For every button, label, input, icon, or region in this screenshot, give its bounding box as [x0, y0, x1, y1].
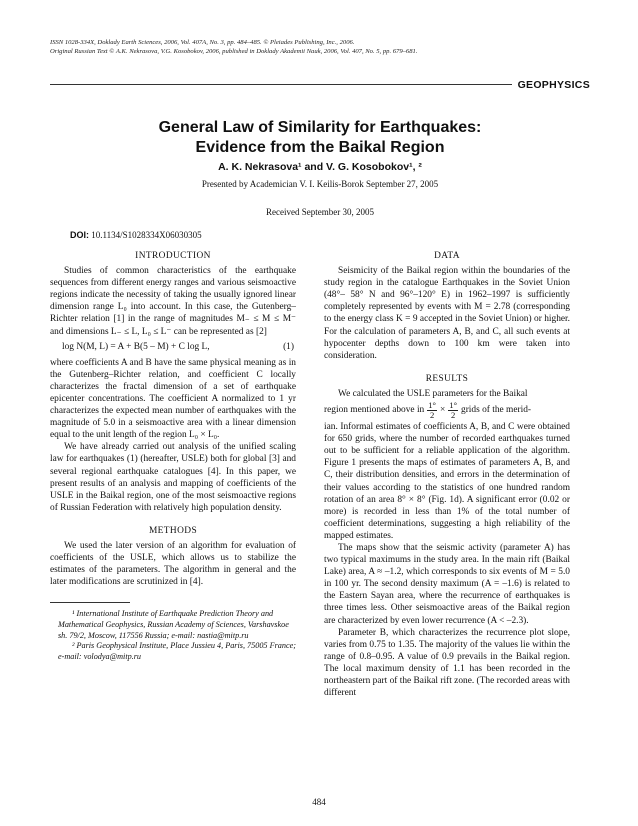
header-line-1: ISSN 1028-334X, Doklady Earth Sciences, 2006, Vol. 407A, No. 3, pp. 484–485. © Pleiades Publishing, Inc., 2006. [50, 39, 355, 46]
fraction-2-numerator: 1° [449, 400, 457, 411]
footnote-affiliation-2: ² Paris Geophysical Institute, Place Jussieu 4, Paris, 75005 France; e-mail: volodya@mitp.ru [58, 641, 296, 661]
section-bar [50, 78, 590, 92]
article-title [50, 118, 590, 158]
left-column [50, 250, 296, 662]
footnote-affiliation-1: ¹ International Institute of Earthquake Prediction Theory and Mathematical Geophysics, Russian Academy of Sciences, Varshavskoe sh. 79/2, Moscow, 117556 Russia; e-mail: nastia@mitp.ru [58, 609, 289, 640]
fraction-1-denominator: 2 [429, 410, 435, 421]
fraction-1-numerator: 1° [428, 400, 436, 411]
data-heading: DATA [434, 251, 460, 261]
journal-header [50, 38, 590, 56]
doi-line [70, 229, 370, 241]
right-column [324, 250, 570, 699]
results-heading: RESULTS [425, 373, 469, 384]
footnote-rule [50, 602, 130, 603]
header-line-2: Original Russian Text © A.K. Nekrasova, V.G. Kosobokov, 2006, published in Doklady Akademii Nauk, 2006, Vol. 407, No. 5, pp. 679–681. [50, 48, 418, 55]
grid-size-prefix: region mentioned above in [324, 405, 425, 416]
fraction-2 [448, 401, 458, 420]
times-sign: × [439, 405, 446, 416]
results-paragraph-1-rest: ian. Informal estimates of coefficients A, B, and C were obtained for 650 grids, where the number of recorded earthquakes turned out to be sufficient for a reliable application of the algorithm. Figure 1 presents the maps of estimates of parameters A, B, and C, their distribution densities, and errors in the determination of their values according to the statistics of one hundred random rotation of an area 8° × 8° (Fig. 1d). A significant error (0.02 or more) is recorded in less than 1% of the total number of coefficient determinations, suggesting a high reliability of the mapped estimates. [324, 422, 570, 541]
equation-text: log N(M, L) = A + B(5 – M) + C log L, [62, 341, 210, 352]
section-rule [50, 84, 590, 85]
methods-heading: METHODS [148, 525, 198, 536]
intro-paragraph-2: where coefficients A and B have the same physical meaning as in the Gutenberg–Richter relation, and coefficient C locally characterizes the fractal dimension of a set of earthquake epicenter concentrations. The coefficient A normalized to 1 yr characterizes the expected mean number of earthquakes with the magnitude of 5.0 in a seismoactive area with a linear dimension equal to the unit length of the region L₀ × L₀. [50, 357, 296, 441]
fraction-2-denominator: 2 [450, 410, 456, 421]
methods-paragraph-1: We used the later version of an algorithm for evaluation of coefficients of the USLE, which allows us to stabilize the estimates of the parameters. The algorithm in general and the later modifications are scrutinized in [4]. [50, 540, 296, 588]
grid-size-line [324, 401, 570, 420]
page-number: 484 [312, 797, 326, 807]
doi-link[interactable]: 10.1134/S1028334X06030305 [91, 230, 202, 240]
received-date: Received September 30, 2005 [266, 207, 374, 217]
results-paragraph-3: Parameter B, which characterizes the recurrence plot slope, varies from 0.75 to 1.35. The majority of the values lie within the range of 0.8–0.95. A value of 0.9 prevails in the Baikal region. The local maximum density of 1.1 has been recorded in the northeastern part of the Baikal rift zone. (The recorded areas with different [324, 627, 570, 699]
equation-number: (1) [283, 341, 294, 352]
authors: A. K. Nekrasova¹ and V. G. Kosobokov¹, ² [218, 161, 422, 173]
results-paragraph-1-start: We calculated the USLE parameters for the Baikal [338, 388, 528, 399]
results-paragraph-2: The maps show that the seismic activity (parameter A) has two typical maximums in the study area. In the main rift (Baikal Lake) area, A ≈ –1.2, which corresponds to six events of M = 5.0 in 100 yr. The second density maximum (A = –1.6) is related to the Eastern Sayan area, where the recurrence of earthquakes is three times less. Other seismoactive areas of the Baikal region are characterized by even lower recurrence (A < –2.3). [324, 542, 570, 626]
introduction-heading: INTRODUCTION [135, 251, 211, 261]
equation-1 [50, 341, 296, 354]
fraction-1 [427, 401, 437, 420]
doi-label: DOI: [70, 230, 89, 240]
title-line-2: Evidence from the Baikal Region [195, 139, 445, 156]
section-label: GEOPHYSICS [512, 78, 590, 92]
intro-paragraph-3: We have already carried out analysis of the unified scaling law for earthquakes (1) (hereafter, USLE) both for global [3] and several regional earthquake catalogues [4]. In this paper, we present results of an analysis and mapping of coefficients of the USLE in the Baikal region, one of the most seismoactive regions of Russian Federation with relatively high population density. [50, 442, 296, 513]
title-line-1: General Law of Similarity for Earthquakes: [158, 119, 482, 136]
presented-by: Presented by Academician V. I. Keilis-Borok September 27, 2005 [201, 179, 439, 189]
grid-size-suffix: grids of the merid- [461, 405, 532, 416]
intro-paragraph-1: Studies of common characteristics of the earthquake sequences from different energy ranges and various seismoactive regions indicate the necessity of taking the usually ignored linear dimension range L₀ into account. In this case, the Gutenberg–Richter relation [1] in the range of magnitudes M₋ ≤ M ≤ M⁻ and dimensions L₋ ≤ L, L₀ ≤ L⁻ can be represented as [2] [50, 266, 296, 337]
data-paragraph-1: Seismicity of the Baikal region within the boundaries of the study region in the catalogue Earthquakes in the Soviet Union (48°– 58° N and 96°–120° E) in 1962–1997 is sufficiently completely represented by events with M = 2.78 (corresponding to the energy class K = 9 accepted in the Soviet Union) or higher. For the calculation of parameters A, B, and C, all such events at hypocenter depths down to 100 km were taken into consideration. [324, 266, 570, 361]
